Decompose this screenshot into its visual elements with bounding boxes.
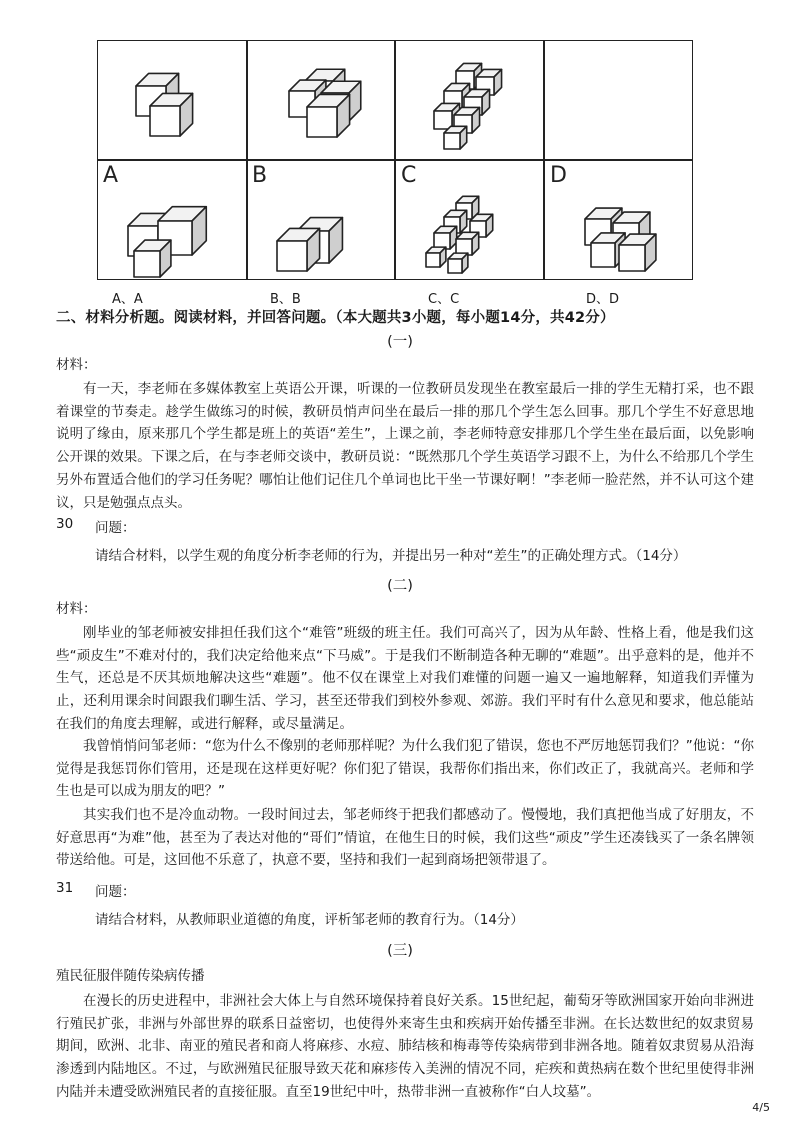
part-2-heading: (二) [387,578,413,594]
option-label-a: A [103,163,119,188]
cube-stack-d [545,161,694,281]
cube-shape [150,93,193,136]
figure-grid [97,40,693,280]
page-number: 4/5 [752,1101,770,1114]
figure-cell-1 [98,41,247,161]
figure-cell-blank [545,41,694,161]
answer-options [0,288,800,306]
option-label-b: B [252,163,268,188]
question-30-text: 请结合材料，以学生观的角度分析李老师的行为，并提出另一种对“差生”的正确处理方式。（14分） [95,548,687,564]
cube-stack-a [98,161,247,281]
option-d[interactable]: D、D [586,292,620,307]
part-1-material-label: 材料： [56,357,97,373]
cube-stack-b [247,161,396,281]
part-2-paragraph-1: 刚毕业的邹老师被安排担任我们这个“难管”班级的班主任。我们可高兴了，因为从年龄、性格上看，他是我们这些“顽皮生”不难对付的，我们决定给他来点“下马威”。于是我们不断制造各种无聊的“难题”。出乎意料的是，他并不生气，还总是不厌其烦地解决这些“难题”。他不仅在课堂上对我们难懂的问题一遍又一遍地解释，知道我们弄懂为止，还利用课余时间跟我们聊生活、学习，甚至还带我们到校外参观、郊游。我们平时有什么意见和要求，他总能站在我们的角度去理解，或进行解释，或尽量满足。 [56,625,754,732]
cube-shape [307,94,350,137]
option-a[interactable]: A、A [112,292,143,307]
question-30-number: 30 [56,516,74,532]
part-2-paragraph-2: 我曾悄悄问邹老师：“您为什么不像别的老师那样呢？为什么我们犯了错误，您也不严厉地惩罚我们？”他说：“你觉得是我惩罚你们管用，还是现在这样更好呢？你们犯了错误，我帮你们指出来，你们改正了，我就高兴。老师和学生也是可以成为朋友的吧？” [56,738,754,800]
option-cell-c [396,161,545,281]
part-3-title: 殖民征服伴随传染病传播 [56,968,205,984]
part-2-material-label: 材料： [56,601,97,617]
option-label-d: D [550,163,567,188]
cube-shape [456,232,479,255]
cube-shape [448,253,468,273]
part-1-heading: (一) [387,334,413,350]
cube-shape [426,247,446,267]
option-cell-a [98,161,247,281]
section-title: 二、材料分析题。阅读材料，并回答问题。（本大题共3小题，每小题14分，共42分） [56,310,615,326]
option-label-c: C [401,163,417,188]
cube-shape [277,228,320,271]
figure-cell-2 [247,41,396,161]
cube-shape [444,126,467,149]
option-cell-d [545,161,694,281]
option-b[interactable]: B、B [270,292,301,307]
cube-stack-small [396,41,545,161]
question-31-label: 问题： [95,884,136,900]
question-30-label: 问题： [95,520,136,536]
figure-cell-3 [396,41,545,161]
cube-shape [134,240,171,277]
part-3-heading: (三) [387,943,413,959]
cube-shape [619,234,656,271]
cube-stack-4 [247,41,396,161]
option-c[interactable]: C、C [428,292,460,307]
part-2-paragraph-3: 其实我们也不是冷血动物。一段时间过去，邹老师终于把我们都感动了。慢慢地，我们真把他当成了好朋友，不好意思再“为难”他，甚至为了表达对他的“哥们”情谊，在他生日的时候，我们这些“顽皮”学生还凑钱买了一条名牌领带送给他。可是，这回他不乐意了，执意不要，坚持和我们一起到商场把领带退了。 [56,807,754,869]
option-cell-b [247,161,396,281]
part-3-paragraph: 在漫长的历史进程中，非洲社会大体上与自然环境保持着良好关系。15世纪起，葡萄牙等欧洲国家开始向非洲进行殖民扩张，非洲与外部世界的联系日益密切，也使得外来寄生虫和疾病开始传播至非洲。在长达数世纪的奴隶贸易期间，欧洲、北非、南亚的殖民者和商人将麻疹、水痘、肺结核和梅毒等传染病带到非洲各地。随着奴隶贸易从沿海渗透到内陆地区。不过，与欧洲殖民征服导致天花和麻疹传入美洲的情况不同，疟疾和黄热病在数个世纪里使得非洲内陆并未遭受欧洲殖民者的直接征服。直至19世纪中叶，热带非洲一直被称作“白人坟墓”。 [56,993,754,1100]
cube-stack-2 [98,41,247,161]
part-1-paragraph: 有一天，李老师在多媒体教室上英语公开课，听课的一位教研员发现坐在教室最后一排的学生无精打采，也不跟着课堂的节奏走。趁学生做练习的时候，教研员悄声问坐在最后一排的那几个学生怎么回事。那几个学生不好意思地说明了缘由，原来那几个学生都是班上的英语“差生”，上课之前，李老师特意安排那几个学生坐在最后面，以免影响公开课的效果。下课之后，在与李老师交谈中，教研员说：“既然那几个学生英语学习跟不上，为什么不给那几个学生另外布置适合他们的学习任务呢？哪怕让他们记住几个单词也比干坐一节课好啊！”李老师一脸茫然，并不认可这个建议，只是勉强点点头。 [56,381,754,511]
question-31-number: 31 [56,880,74,896]
cube-stack-c [396,161,545,281]
cube-shape [434,226,457,249]
question-31-text: 请结合材料，从教师职业道德的角度，评析邹老师的教育行为。（14分） [95,912,524,928]
